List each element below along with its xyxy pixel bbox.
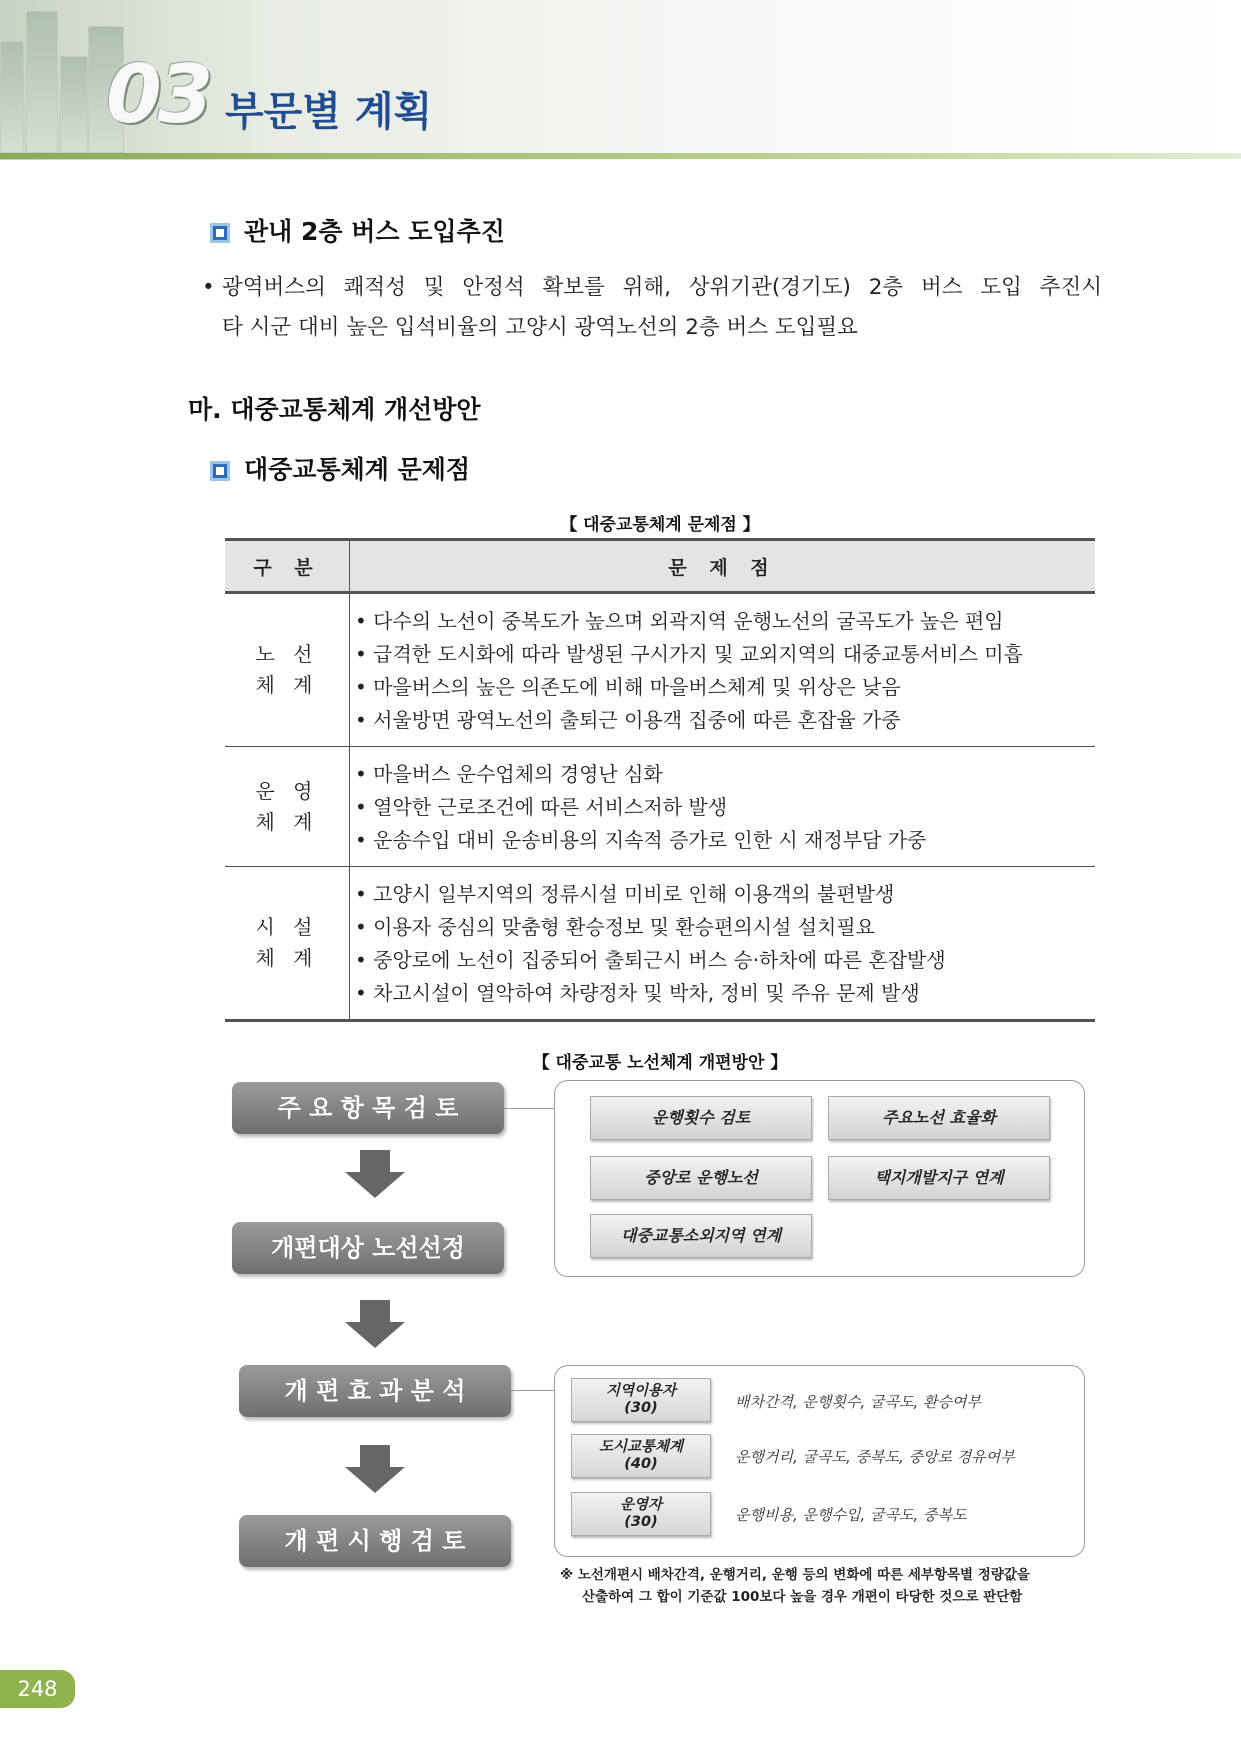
subsection-heading: 마. 대중교통체계 개선방안 xyxy=(188,395,481,424)
down-arrow-icon xyxy=(345,1300,405,1350)
problems-table xyxy=(225,538,1095,1022)
review-item-chip: 택지개발지구 연계 xyxy=(828,1156,1050,1200)
problem-item: • 중앙로에 노선이 집중되어 출퇴근시 버스 승·하차에 따른 혼잡발생 xyxy=(355,944,1094,977)
bullet-line: 광역버스의 쾌적성 및 안정석 확보를 위해, 상위기관(경기도) 2층 버스 도입 추진시 xyxy=(222,275,1102,300)
criterion-weight: (30) xyxy=(624,1400,658,1416)
table-caption: 【 대중교통체계 문제점 】 xyxy=(560,515,760,535)
category-line: 체 계 xyxy=(255,809,319,834)
bullet-dot-icon: • xyxy=(202,275,215,300)
building-illustration xyxy=(26,11,58,153)
problem-item: • 마을버스의 높은 의존도에 비해 마을버스체계 및 위상은 낮음 xyxy=(355,671,1094,704)
connector-line xyxy=(511,1390,554,1391)
diagram-caption: 【 대중교통 노선체계 개편방안 】 xyxy=(532,1053,788,1073)
page-number: 248 xyxy=(0,1670,75,1708)
category-line: 운 영 xyxy=(255,778,319,803)
table-row xyxy=(225,867,1095,1021)
table-row xyxy=(225,593,1095,747)
criterion-name: 지역이용자 xyxy=(605,1383,677,1399)
problem-item: • 다수의 노선이 중복도가 높으며 외곽지역 운행노선의 굴곡도가 높은 편임 xyxy=(355,605,1094,638)
down-arrow-icon xyxy=(345,1150,405,1200)
step-box: 주 요 항 목 검 토 xyxy=(232,1082,504,1134)
down-arrow-icon xyxy=(345,1445,405,1495)
criterion-weight: (40) xyxy=(624,1456,658,1472)
header-problem: 문 제 점 xyxy=(350,540,1096,593)
building-illustration xyxy=(0,41,24,153)
criterion-description: 배차간격, 운행횟수, 굴곡도, 환승여부 xyxy=(735,1393,981,1411)
chapter-title: 부문별 계획 xyxy=(225,89,433,135)
criterion-description: 운행거리, 굴곡도, 중복도, 중앙로 경유여부 xyxy=(735,1448,1015,1466)
problem-item: • 차고시설이 열악하여 차량정차 및 박차, 정비 및 주유 문제 발생 xyxy=(355,977,1094,1010)
problem-item: • 열악한 근로조건에 따른 서비스저하 발생 xyxy=(355,791,1094,824)
review-item-chip: 중앙로 운행노선 xyxy=(590,1156,812,1200)
row-problems xyxy=(350,593,1096,747)
review-item-chip: 운행횟수 검토 xyxy=(590,1096,812,1140)
header-rule xyxy=(0,153,1241,159)
section-heading-double-decker xyxy=(210,212,505,248)
criterion-name: 도시교통체계 xyxy=(598,1439,684,1455)
criterion-box xyxy=(571,1492,711,1536)
criterion-description: 운행비용, 운행수입, 굴곡도, 중복도 xyxy=(735,1506,967,1524)
bullet-line: 타 시군 대비 높은 입석비율의 고양시 광역노선의 2층 버스 도입필요 xyxy=(222,315,858,340)
criterion-box xyxy=(571,1378,711,1422)
problem-item: • 이용자 중심의 맞춤형 환승정보 및 환승편의시설 설치필요 xyxy=(355,911,1094,944)
square-bullet-icon xyxy=(210,461,230,481)
category-line: 노 선 xyxy=(255,642,319,666)
step-box: 개 편 시 행 검 토 xyxy=(239,1515,511,1567)
row-category xyxy=(225,747,350,867)
note-line: ※ 노선개편시 배차간격, 운행거리, 운행 등의 변화에 따른 세부항목별 정량값을 xyxy=(560,1567,1030,1583)
section-title: 대중교통체계 문제점 xyxy=(244,455,471,484)
bullet-paragraph xyxy=(202,268,1102,348)
criterion-box xyxy=(571,1434,711,1478)
problem-item: • 급격한 도시화에 따라 발생된 구시가지 및 교외지역의 대중교통서비스 미흡 xyxy=(355,638,1094,671)
building-illustration xyxy=(60,56,88,153)
criterion-weight: (30) xyxy=(624,1514,658,1530)
row-category xyxy=(225,593,350,747)
problem-item: • 운송수입 대비 운송비용의 지속적 증가로 인한 시 재정부담 가중 xyxy=(355,824,1094,857)
problem-item: • 마을버스 운수업체의 경영난 심화 xyxy=(355,758,1094,791)
category-line: 체 계 xyxy=(255,946,319,970)
chapter-header xyxy=(0,0,1241,160)
category-line: 시 설 xyxy=(255,915,319,939)
row-problems xyxy=(350,747,1096,867)
table-row xyxy=(225,747,1095,867)
section-title: 관내 2층 버스 도입추진 xyxy=(244,217,505,246)
step-box: 개 편 효 과 분 석 xyxy=(239,1365,511,1417)
review-item-chip: 주요노선 효율화 xyxy=(828,1096,1050,1140)
criterion-name: 운영자 xyxy=(619,1497,663,1513)
review-item-chip: 대중교통소외지역 연계 xyxy=(590,1214,812,1258)
step-box: 개편대상 노선선정 xyxy=(232,1222,504,1274)
header-category: 구 분 xyxy=(225,540,350,593)
square-bullet-icon xyxy=(210,223,230,243)
row-category xyxy=(225,867,350,1021)
diagram-note xyxy=(560,1564,1100,1608)
connector-line xyxy=(504,1108,554,1109)
row-problems xyxy=(350,867,1096,1021)
section-heading-problems xyxy=(210,450,470,486)
problem-item: • 고양시 일부지역의 정류시설 미비로 인해 이용객의 불편발생 xyxy=(355,878,1094,911)
category-line: 체 계 xyxy=(255,673,319,697)
note-line: 산출하여 그 합이 기준값 100보다 높을 경우 개편이 타당한 것으로 판단함 xyxy=(582,1589,1023,1605)
problem-item: • 서울방면 광역노선의 출퇴근 이용객 집중에 따른 혼잡율 가중 xyxy=(355,704,1094,737)
table-header-row xyxy=(225,540,1095,593)
chapter-number: 03 xyxy=(106,48,210,141)
